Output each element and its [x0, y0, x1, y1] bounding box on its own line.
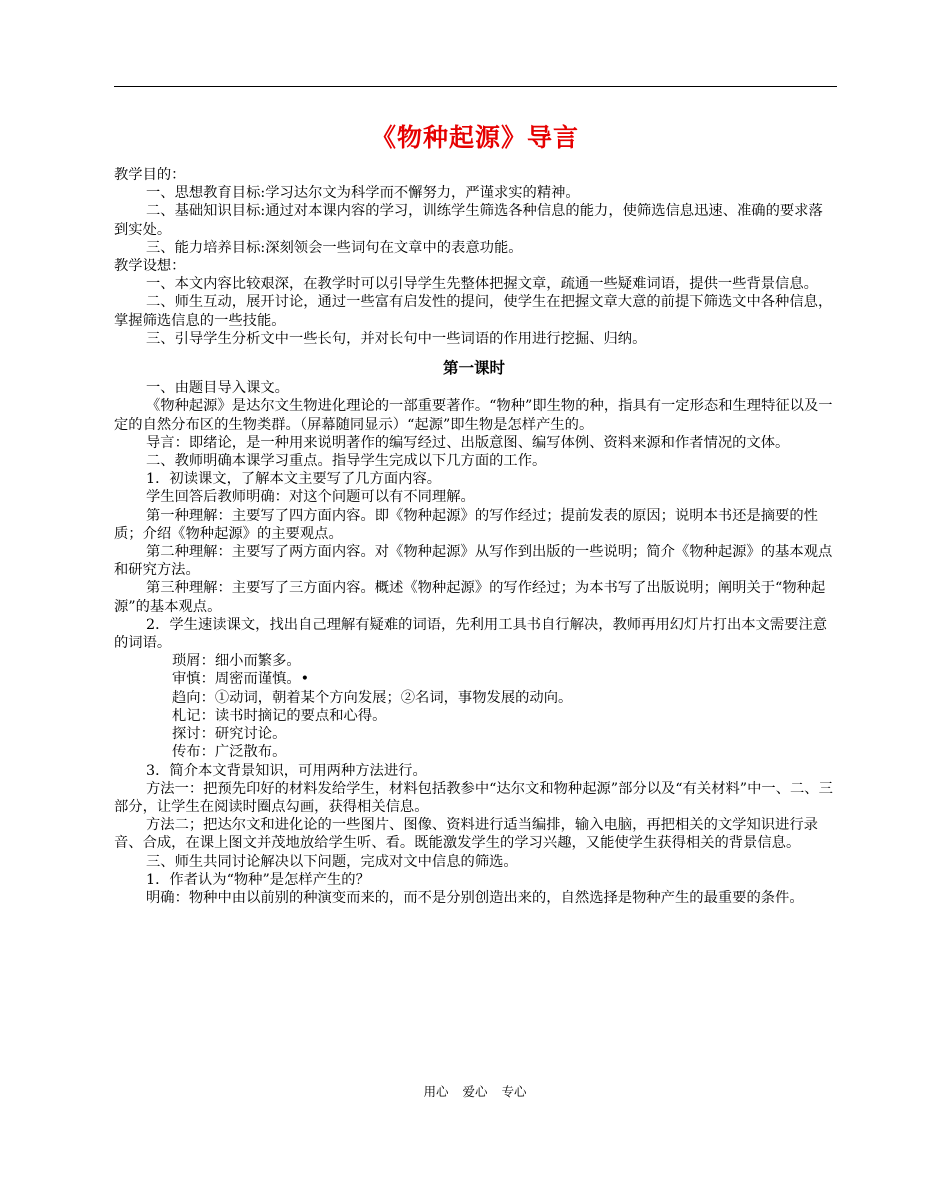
section-label-plan: 教学设想： [114, 258, 186, 275]
paragraph: 第二种理解：主要写了两方面内容。对《物种起源》从写作到出版的一些说明；简介《物种起源》的基本观点和研究方法。 [114, 544, 833, 579]
paragraph: 二、师生互动，展开讨论，通过一些富有启发性的提问，使学生在把握文章大意的前提下筛选文中各种信息，掌握筛选信息的一些技能。 [114, 294, 833, 329]
vocab-item: 探讨：研究讨论。 [172, 726, 287, 743]
paragraph: 第一种理解：主要写了四方面内容。即《物种起源》的写作经过；提前发表的原因；说明本书还是摘要的性质；介绍《物种起源》的主要观点。 [114, 507, 818, 542]
paragraph: 3．简介本文背景知识，可用两种方法进行。 [146, 762, 427, 779]
lesson-heading: 第一课时 [442, 358, 505, 378]
paragraph: 《物种起源》是达尔文生物进化理论的一部重要著作。“物种”即生物的种，指具有一定形态和生理特征以及一定的自然分布区的生物类群。（屏幕随同显示）“起源”即生物是怎样产生的。 [114, 398, 833, 433]
document-body [114, 166, 834, 907]
paragraph: 导言：即绪论，是一种用来说明著作的编写经过、出版意图、编写体例、资料来源和作者情况的文体。 [146, 434, 790, 451]
paragraph: 学生回答后教师明确：对这个问题可以有不同理解。 [146, 489, 475, 506]
vocab-item: 审慎：周密而谨慎。• [172, 671, 310, 688]
paragraph: 一、本文内容比较艰深，在教学时可以引导学生先整体把握文章，疏通一些疑难词语，提供一些背景信息。 [146, 276, 818, 293]
page-footer: 用心 爱心 专心 [423, 1084, 527, 1099]
vocab-item: 传布：广泛散布。 [172, 744, 287, 761]
document-title: 《物种起源》导言 [370, 123, 579, 152]
paragraph: 明确：物种中由以前别的种演变而来的，而不是分别创造出来的，自然选择是物种产生的最重要的条件。 [146, 889, 804, 906]
paragraph: 一、由题目导入课文。 [146, 380, 289, 397]
paragraph: 1．初读课文，了解本文主要写了几方面内容。 [146, 471, 442, 488]
paragraph: 一、思想教育目标:学习达尔文为科学而不懈努力，严谨求实的精神。 [146, 185, 580, 202]
paragraph: 二、教师明确本课学习重点。指导学生完成以下几方面的工作。 [146, 453, 547, 470]
paragraph: 三、师生共同讨论解决以下问题，完成对文中信息的筛选。 [146, 853, 518, 870]
paragraph: 三、能力培养目标:深刻领会一些词句在文章中的表意功能。 [146, 239, 523, 256]
paragraph: 二、基础知识目标:通过对本课内容的学习，训练学生筛选各种信息的能力，使筛选信息迅速、准确的要求落到实处。 [114, 203, 823, 238]
header-rule [114, 86, 837, 87]
section-label-goals: 教学目的： [114, 167, 186, 183]
vocab-item: 琐屑：细小而繁多。 [172, 653, 301, 670]
paragraph: 三、引导学生分析文中一些长句，并对长句中一些词语的作用进行挖掘、归纳。 [146, 330, 647, 347]
paragraph: 方法一：把预先印好的材料发给学生，材料包括教参中“达尔文和物种起源”部分以及“有关材料”中一、二、三部分，让学生在阅读时圈点勾画，获得相关信息。 [114, 780, 833, 815]
vocab-item: 趋向：①动词，朝着某个方向发展；②名词，事物发展的动向。 [172, 689, 573, 706]
paragraph: 第三种理解：主要写了三方面内容。概述《物种起源》的写作经过；为本书写了出版说明；阐明关于“物种起源”的基本观点。 [114, 580, 826, 615]
paragraph: 方法二；把达尔文和进化论的一些图片、图像、资料进行适当编排，输入电脑，再把相关的文学知识进行录音、合成，在课上图文并茂地放给学生听、看。既能激发学生的学习兴趣，又能使学生获得相关的背景信息。 [114, 817, 818, 852]
paragraph: 2．学生速读课文，找出自己理解有疑难的词语，先利用工具书自行解决，教师再用幻灯片打出本文需要注意的词语。 [114, 616, 828, 652]
vocab-item: 札记：读书时摘记的要点和心得。 [172, 707, 387, 724]
paragraph: 1．作者认为“物种”是怎样产生的？ [146, 871, 370, 888]
